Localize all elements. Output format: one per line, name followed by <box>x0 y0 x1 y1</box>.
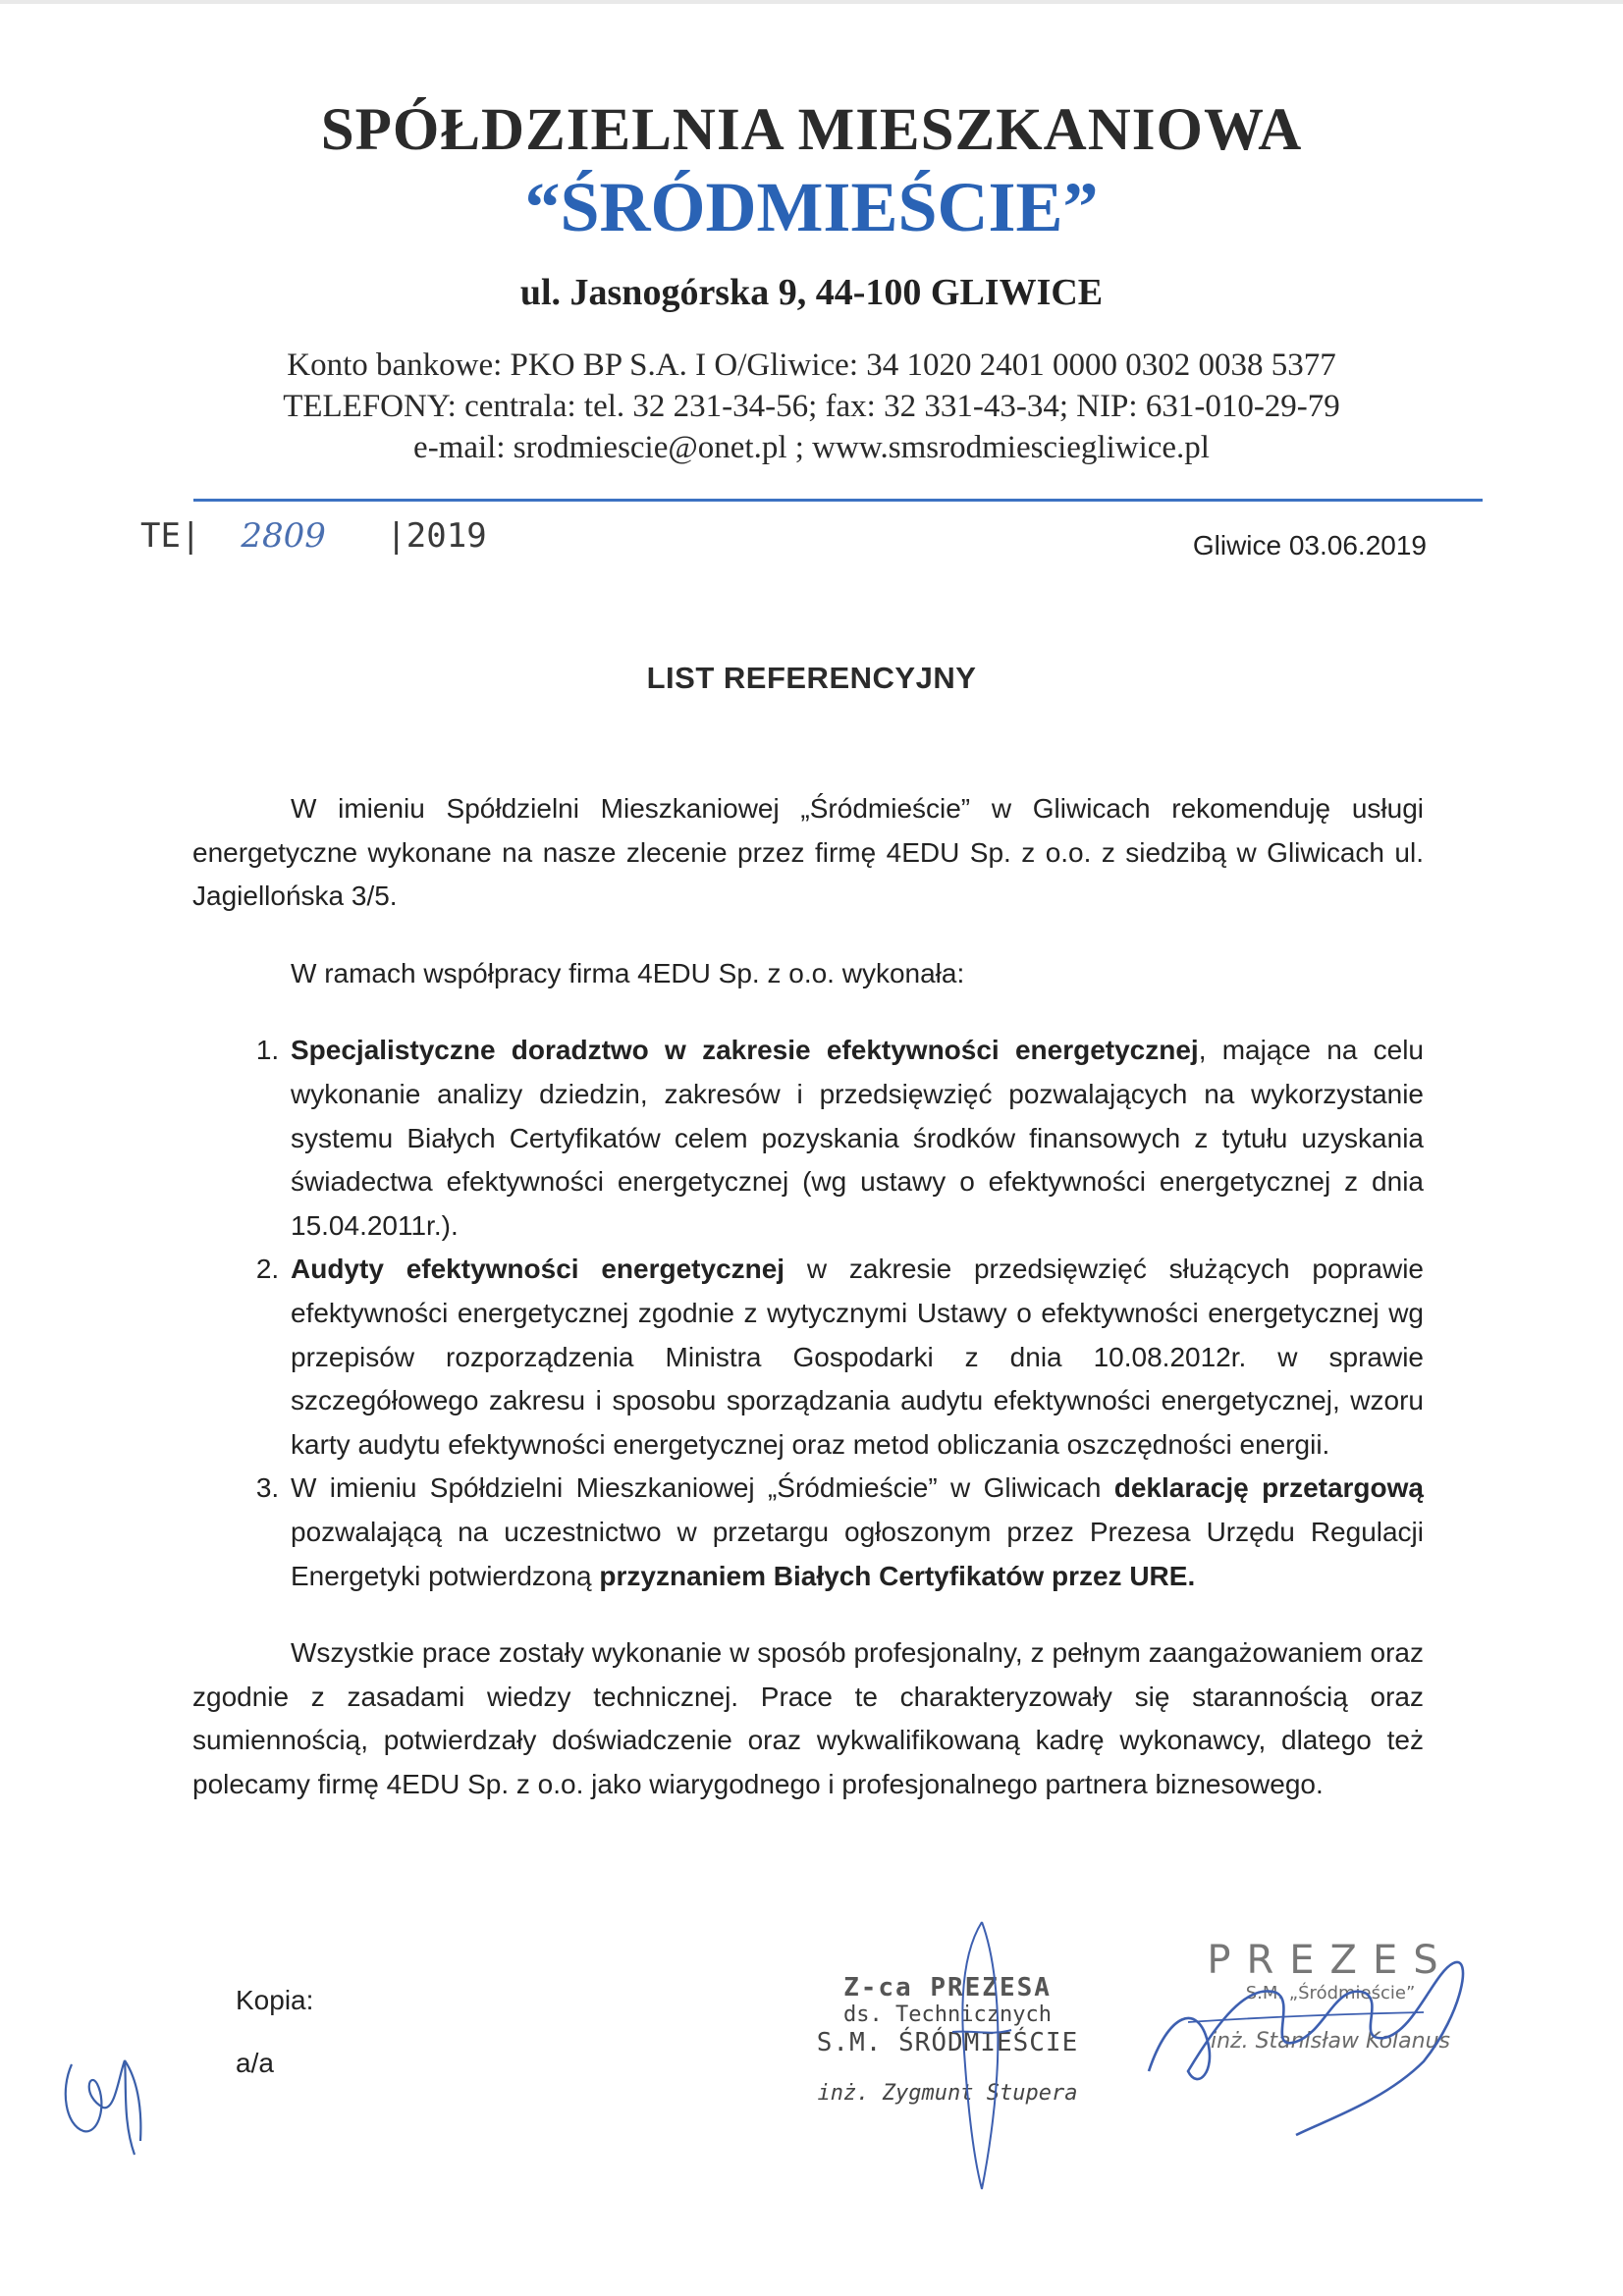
item1-text: , mające na celu wykonanie analizy dziedzin, zakresów i przedsięwzięć pozwalających na wykorzystanie systemu Białych Certyfikatów celem pozyskania środków finansowych z tytułu uzyskania świadectwa efektywności energetycznej (wg ustawy o efektywności energetycznej z dnia 15.04.2011r.). <box>291 1035 1425 1241</box>
copy-aa: a/a <box>236 2048 274 2078</box>
ref-year: |2019 <box>386 516 487 556</box>
email-website: e-mail: srodmiescie@onet.pl ; www.smsrodmiesciegliwice.pl <box>413 430 1210 465</box>
letter-date: Gliwice 03.06.2019 <box>1192 530 1427 561</box>
item2-text: w zakresie przedsięwzięć służących poprawie efektywności energetycznej zgodnie z wytycznymi Ustawy o efektywności energetycznej wg przepisów rozporządzenia Ministra Gospodarki z dnia 10.08.2012r. w sprawie szczegółowego zakresu i sposobu sporządzania audytu efektywności energetycznej, wzoru karty audytu efektywności energetycznej oraz metod obliczania oszczędności energii. <box>291 1254 1424 1460</box>
list-item <box>287 1467 1424 1598</box>
intro-paragraph: W imieniu Spółdzielni Mieszkaniowej „Śródmieście” w Gliwicach rekomenduję usługi energetyczne wykonane na nasze zlecenie przez firmę 4EDU Sp. z o.o. z siedzibą w Gliwicach ul. Jagiellońska 3/5. <box>192 793 1424 912</box>
stamp-title: Z-ca PREZESA <box>843 1973 1052 2002</box>
vice-president-signature <box>923 1914 1041 2199</box>
letterhead-divider <box>193 499 1483 502</box>
president-signature <box>1129 1924 1502 2150</box>
letter-title: LIST REFERENCYJNY <box>646 661 977 695</box>
lead-paragraph: W ramach współpracy firma 4EDU Sp. z o.o. wykonała: <box>291 957 965 988</box>
copy-label: Kopia: <box>236 1985 314 2015</box>
stamp-department: ds. Technicznych <box>843 2002 1052 2027</box>
item1-bold: Specjalistyczne doradztwo w zakresie efektywności energetycznej <box>291 1035 1199 1066</box>
services-list <box>192 1029 1424 1598</box>
item2-bold: Audyty efektywności energetycznej <box>291 1254 785 1285</box>
phone-numbers: TELEFONY: centrala: tel. 32 231-34-56; fax: 32 331-43-34; NIP: 631-010-29-79 <box>283 389 1340 424</box>
list-item <box>287 1029 1424 1248</box>
reference-number <box>140 516 487 556</box>
stamp-person: inż. Zygmunt Stupera <box>817 2081 1078 2106</box>
list-item <box>287 1248 1424 1467</box>
org-subname: “ŚRÓDMIEŚCIE” <box>524 168 1099 246</box>
closing-paragraph: Wszystkie prace zostały wykonanie w sposób profesjonalny, z pełnym zaangażowaniem oraz zgodnie z zasadami wiedzy technicznej. Prace te charakteryzowały się starannością oraz sumiennością, potwierdzały doświadczenie oraz wykwalifikowaną kadrę wykonawcy, dlatego też polecamy firmę 4EDU Sp. z o.o. jako wiarygodnego i profesjonalnego partnera biznesowego. <box>192 1637 1424 1799</box>
ref-number: 2809 <box>241 516 326 556</box>
stamp-organization: S.M. ŚRÓDMIEŚCIE <box>816 2028 1079 2057</box>
stamp-title: PREZES <box>1207 1938 1454 1983</box>
item3-bold2: przyznaniem Białych Certyfikatów przez URE. <box>599 1560 1196 1591</box>
handwritten-initials <box>54 2047 162 2169</box>
org-address: ul. Jasnogórska 9, 44-100 GLIWICE <box>519 272 1104 313</box>
item3-text1: W imieniu Spółdzielni Mieszkaniowej „Śródmieście” w Gliwicach <box>291 1472 1114 1504</box>
org-name: SPÓŁDZIELNIA MIESZKANIOWA <box>320 97 1303 163</box>
bank-account: Konto bankowe: PKO BP S.A. I O/Gliwice: 34 1020 2401 0000 0302 0038 5377 <box>287 347 1336 383</box>
item3-bold1: deklarację przetargową <box>1113 1472 1424 1504</box>
ref-prefix: TE| <box>140 516 201 556</box>
letter-body <box>192 787 1424 1806</box>
stamp-organization: S.M. „Śródmieście” <box>1245 1983 1416 2003</box>
item3-text2: pozwalającą na uczestnictwo w przetargu ogłoszonym przez Prezesa Urzędu Regulacji Energetyki potwierdzoną <box>291 1516 1424 1591</box>
scan-edge <box>0 0 1623 4</box>
stamp-person: inż. Stanisław Kolanus <box>1210 2029 1450 2054</box>
